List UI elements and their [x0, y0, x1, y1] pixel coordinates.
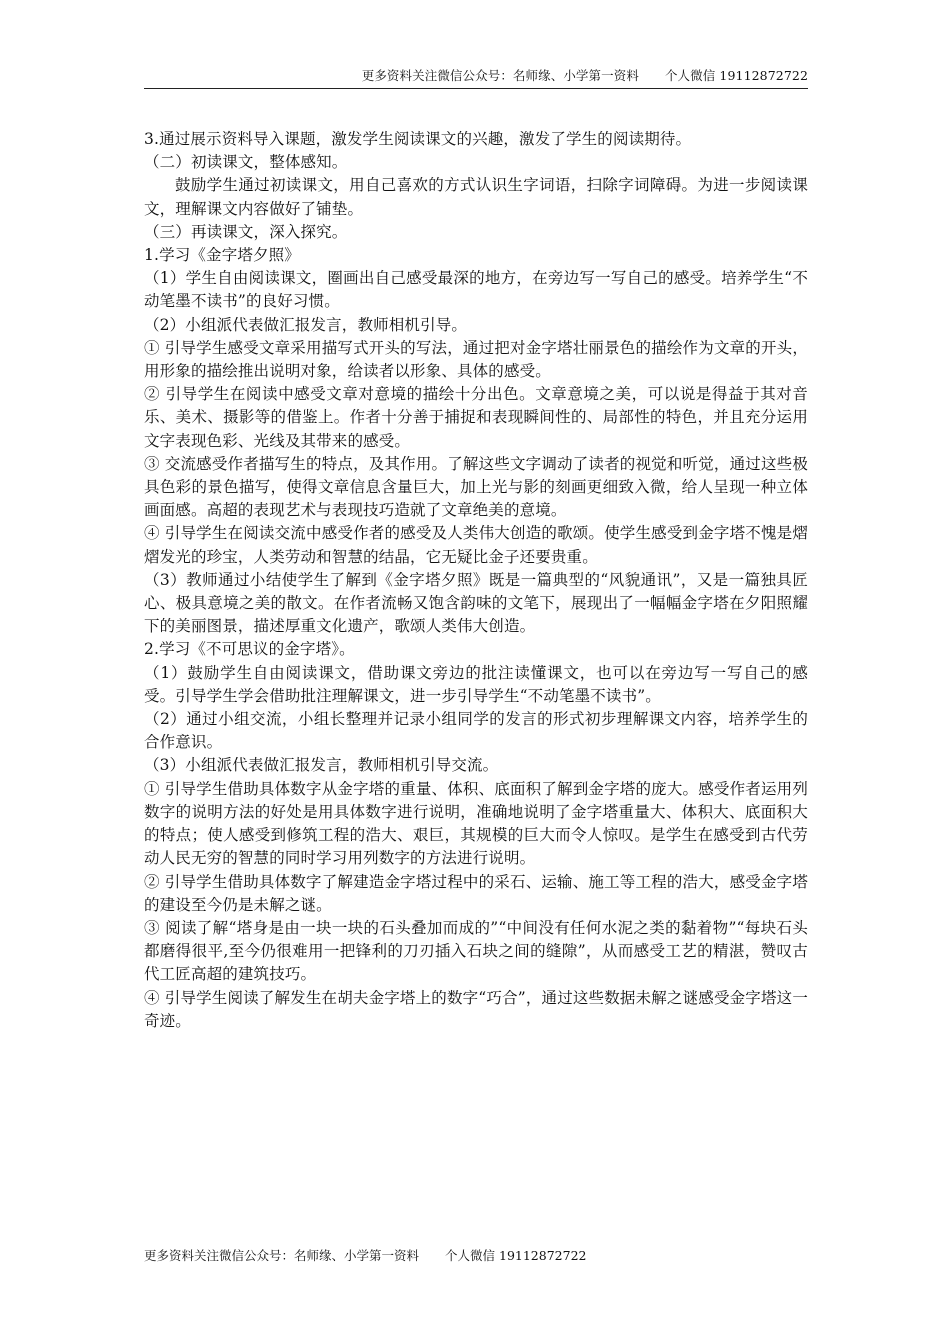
section-heading-first-reading: （二）初读课文，整体感知。: [144, 153, 348, 172]
paragraph-point-2-a: ① 引导学生借助具体数字从金字塔的重量、体积、底面积了解到金字塔的庞大。感受作者运用列数字的说明方法的好处是用具体数字进行说明，准确地说明了金字塔重量大、体积大、底面积大的特点；使人感受到修筑工程的浩大、艰巨，其规模的巨大而令人惊叹。是学生在感受到古代劳动人民无穷的智慧的同时学习用列数字的方法进行说明。: [144, 779, 808, 868]
paragraph-step-2-1: （1）鼓励学生自由阅读课文，借助课文旁边的批注读懂课文，也可以在旁边写一写自己的感受。引导学生学会借助批注理解课文，进一步引导学生“不动笔墨不读书”。: [144, 663, 808, 705]
paragraph-point-2-c: ③ 阅读了解“塔身是由一块一块的石头叠加而成的”“中间没有任何水泥之类的黏着物”“每块石头都磨得很平,至今仍很难用一把锋利的刀刃插入石块之间的缝隙”，从而感受工艺的精湛，赞叹古代工匠高超的建筑技巧。: [144, 918, 808, 984]
subheading-pyramid-sunset: 1.学习《金字塔夕照》: [144, 246, 300, 265]
document-body: [144, 128, 808, 1033]
paragraph-step-2-2: （2）通过小组交流，小组长整理并记录小组同学的发言的形式初步理解课文内容，培养学生的合作意识。: [144, 710, 808, 752]
header-contact: 个人微信 19112872722: [664, 68, 808, 83]
header-text: [362, 66, 808, 84]
paragraph-step-1-3: （3）教师通过小结使学生了解到《金字塔夕照》既是一篇典型的“风貌通讯”，又是一篇独具匠心、极具意境之美的散文。在作者流畅又饱含韵味的文笔下，展现出了一幅幅金字塔在夕阳照耀下的美丽图景，描述厚重文化遗产，歌颂人类伟大创造。: [144, 570, 808, 636]
page-footer: [144, 1246, 586, 1264]
paragraph-point-1-a: ① 引导学生感受文章采用描写式开头的写法，通过把对金字塔壮丽景色的描绘作为文章的开头，用形象的描绘推出说明对象，给读者以形象、具体的感受。: [144, 338, 808, 381]
paragraph-point-1-b: ② 引导学生在阅读中感受文章对意境的描绘十分出色。文章意境之美，可以说是得益于其对音乐、美术、摄影等的借鉴上。作者十分善于捕捉和表现瞬间性的、局部性的特色，并且充分运用文字表现色彩、光线及其带来的感受。: [144, 385, 808, 450]
paragraph-point-1-d: ④ 引导学生在阅读交流中感受作者的感受及人类伟大创造的歌颂。使学生感受到金字塔不愧是熠熠发光的珍宝，人类劳动和智慧的结晶，它无疑比金子还要贵重。: [144, 524, 808, 566]
paragraph-first-reading: 鼓励学生通过初读课文，用自己喜欢的方式认识生字词语，扫除字词障碍。为进一步阅读课文，理解课文内容做好了铺垫。: [144, 176, 808, 218]
header-wechat-notice: 更多资料关注微信公众号：名师缘、小学第一资料: [361, 68, 639, 83]
subheading-incredible-pyramid: 2.学习《不可思议的金字塔》。: [144, 640, 355, 659]
footer-wechat-notice: 更多资料关注微信公众号：名师缘、小学第一资料: [144, 1248, 420, 1263]
footer-contact: 个人微信 19112872722: [445, 1248, 587, 1263]
paragraph-step-1-2: （2）小组派代表做汇报发言，教师相机引导。: [144, 315, 468, 334]
paragraph-intro-summary: 3.通过展示资料导入课题，激发学生阅读课文的兴趣，激发了学生的阅读期待。: [144, 130, 692, 148]
section-heading-second-reading: （三）再读课文，深入探究。: [144, 222, 348, 241]
paragraph-point-1-c: ③ 交流感受作者描写生的特点，及其作用。了解这些文字调动了读者的视觉和听觉，通过这些极具色彩的景色描写，使得文章信息含量巨大，加上光与影的刻画更细致入微，给人呈现一种立体画面感。高超的表现艺术与表现技巧造就了文章绝美的意境。: [144, 454, 808, 520]
paragraph-point-2-d: ④ 引导学生阅读了解发生在胡夫金字塔上的数字“巧合”，通过这些数据未解之谜感受金字塔这一奇迹。: [144, 988, 808, 1030]
paragraph-step-1-1: （1）学生自由阅读课文，圈画出自己感受最深的地方，在旁边写一写自己的感受。培养学生“不动笔墨不读书”的良好习惯。: [144, 269, 808, 311]
page-header: [144, 64, 808, 89]
paragraph-step-2-3: （3）小组派代表做汇报发言，教师相机引导交流。: [144, 756, 499, 775]
paragraph-point-2-b: ② 引导学生借助具体数字了解建造金字塔过程中的采石、运输、施工等工程的浩大，感受金字塔的建设至今仍是未解之谜。: [144, 872, 808, 914]
